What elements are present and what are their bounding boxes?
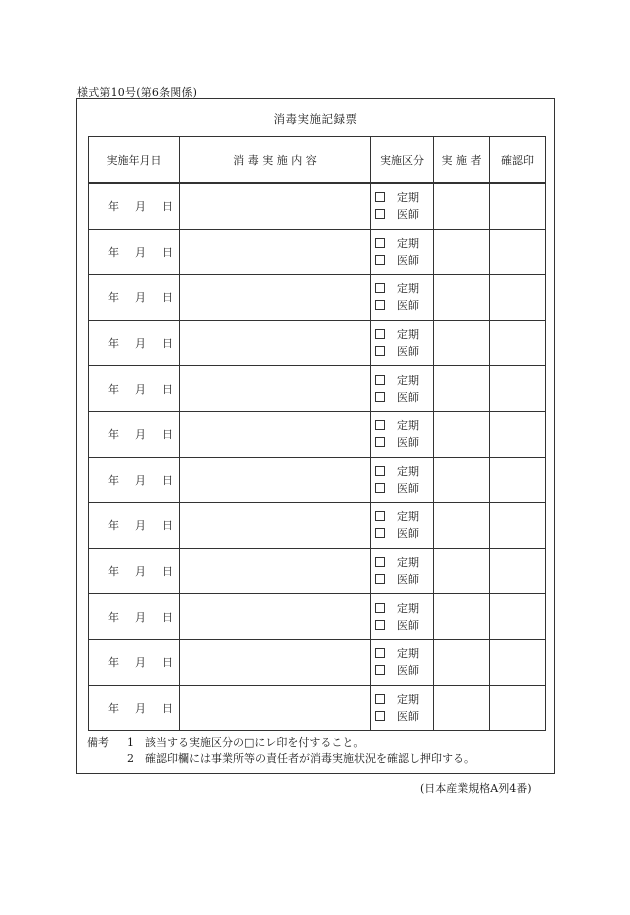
table-row	[89, 457, 546, 503]
day-label: 日	[162, 701, 173, 715]
category-cell	[371, 457, 434, 503]
periodic-label: 定期	[397, 464, 419, 478]
month-label: 月	[135, 428, 146, 442]
periodic-label: 定期	[397, 510, 419, 524]
executor-cell[interactable]	[434, 639, 490, 685]
executor-cell[interactable]	[434, 457, 490, 503]
executor-cell[interactable]	[434, 685, 490, 731]
seal-cell[interactable]	[490, 320, 546, 366]
remark-text: 確認印欄には事業所等の責任者が消毒実施状況を確認し押印する。	[145, 752, 475, 765]
year-label: 年	[108, 701, 119, 715]
seal-cell[interactable]	[490, 685, 546, 731]
table-body	[89, 183, 546, 731]
doctor-label: 医師	[397, 527, 419, 541]
month-label: 月	[135, 200, 146, 214]
content-cell[interactable]	[180, 411, 371, 457]
content-cell[interactable]	[180, 457, 371, 503]
seal-cell[interactable]	[490, 639, 546, 685]
doctor-checkbox[interactable]	[375, 483, 385, 493]
seal-cell[interactable]	[490, 457, 546, 503]
category-cell	[371, 275, 434, 321]
document-title: 消毒実施記録票	[273, 112, 358, 126]
day-label: 日	[162, 291, 173, 305]
date-cell[interactable]	[89, 366, 180, 412]
form-number-label: 様式第10号(第6条関係)	[77, 86, 198, 99]
periodic-checkbox[interactable]	[375, 238, 385, 248]
day-label: 日	[162, 382, 173, 396]
doctor-checkbox[interactable]	[375, 392, 385, 402]
date-cell[interactable]	[89, 229, 180, 275]
content-cell[interactable]	[180, 320, 371, 366]
table-row	[89, 548, 546, 594]
doctor-checkbox[interactable]	[375, 528, 385, 538]
table-row	[89, 275, 546, 321]
content-cell[interactable]	[180, 503, 371, 549]
periodic-checkbox[interactable]	[375, 603, 385, 613]
seal-cell[interactable]	[490, 411, 546, 457]
executor-cell[interactable]	[434, 503, 490, 549]
date-cell[interactable]	[89, 594, 180, 640]
doctor-label: 医師	[397, 481, 419, 495]
date-cell[interactable]	[89, 275, 180, 321]
table-row	[89, 183, 546, 229]
year-label: 年	[108, 656, 119, 670]
year-label: 年	[108, 473, 119, 487]
header-content: 消 毒 実 施 内 容	[180, 137, 371, 184]
executor-cell[interactable]	[434, 411, 490, 457]
doctor-label: 医師	[397, 618, 419, 632]
periodic-checkbox[interactable]	[375, 694, 385, 704]
header-date: 実施年月日	[89, 137, 180, 184]
year-label: 年	[108, 382, 119, 396]
seal-cell[interactable]	[490, 229, 546, 275]
day-label: 日	[162, 473, 173, 487]
periodic-checkbox[interactable]	[375, 648, 385, 658]
day-label: 日	[162, 565, 173, 579]
doctor-checkbox[interactable]	[375, 346, 385, 356]
periodic-checkbox[interactable]	[375, 192, 385, 202]
periodic-label: 定期	[397, 556, 419, 570]
periodic-label: 定期	[397, 419, 419, 433]
month-label: 月	[135, 473, 146, 487]
month-label: 月	[135, 337, 146, 351]
header-seal: 確認印	[490, 137, 546, 184]
table-row	[89, 639, 546, 685]
executor-cell[interactable]	[434, 229, 490, 275]
remarks-section	[87, 735, 475, 767]
table-row	[89, 594, 546, 640]
year-label: 年	[108, 519, 119, 533]
table-row	[89, 411, 546, 457]
doctor-label: 医師	[397, 664, 419, 678]
month-label: 月	[135, 610, 146, 624]
doctor-label: 医師	[397, 253, 419, 267]
month-label: 月	[135, 245, 146, 259]
doctor-label: 医師	[397, 299, 419, 313]
day-label: 日	[162, 656, 173, 670]
doctor-label: 医師	[397, 436, 419, 450]
day-label: 日	[162, 245, 173, 259]
content-cell[interactable]	[180, 183, 371, 229]
doctor-checkbox[interactable]	[375, 255, 385, 265]
table-row	[89, 320, 546, 366]
category-cell	[371, 229, 434, 275]
periodic-checkbox[interactable]	[375, 511, 385, 521]
doctor-label: 医師	[397, 573, 419, 587]
category-cell	[371, 639, 434, 685]
year-label: 年	[108, 200, 119, 214]
periodic-label: 定期	[397, 373, 419, 387]
table-row	[89, 229, 546, 275]
executor-cell[interactable]	[434, 320, 490, 366]
seal-cell[interactable]	[490, 503, 546, 549]
doctor-checkbox[interactable]	[375, 437, 385, 447]
remark-item	[87, 751, 475, 767]
executor-cell[interactable]	[434, 275, 490, 321]
table-row	[89, 503, 546, 549]
form-frame	[76, 98, 555, 774]
category-cell	[371, 594, 434, 640]
seal-cell[interactable]	[490, 183, 546, 229]
doctor-label: 医師	[397, 208, 419, 222]
year-label: 年	[108, 291, 119, 305]
category-cell	[371, 320, 434, 366]
category-cell	[371, 548, 434, 594]
periodic-checkbox[interactable]	[375, 557, 385, 567]
periodic-label: 定期	[397, 601, 419, 615]
date-cell[interactable]	[89, 320, 180, 366]
year-label: 年	[108, 337, 119, 351]
day-label: 日	[162, 428, 173, 442]
periodic-label: 定期	[397, 647, 419, 661]
periodic-checkbox[interactable]	[375, 329, 385, 339]
year-label: 年	[108, 428, 119, 442]
doctor-checkbox[interactable]	[375, 620, 385, 630]
doctor-checkbox[interactable]	[375, 711, 385, 721]
executor-cell[interactable]	[434, 183, 490, 229]
year-label: 年	[108, 610, 119, 624]
seal-cell[interactable]	[490, 366, 546, 412]
executor-cell[interactable]	[434, 594, 490, 640]
date-cell[interactable]	[89, 457, 180, 503]
table-header-row	[89, 137, 546, 184]
doctor-label: 医師	[397, 345, 419, 359]
periodic-checkbox[interactable]	[375, 375, 385, 385]
table-row	[89, 366, 546, 412]
doctor-checkbox[interactable]	[375, 209, 385, 219]
doctor-label: 医師	[397, 390, 419, 404]
year-label: 年	[108, 245, 119, 259]
month-label: 月	[135, 565, 146, 579]
content-cell[interactable]	[180, 366, 371, 412]
remark-text: 該当する実施区分の□にレ印を付すること。	[145, 736, 365, 749]
year-label: 年	[108, 565, 119, 579]
content-cell[interactable]	[180, 275, 371, 321]
header-executor: 実 施 者	[434, 137, 490, 184]
month-label: 月	[135, 656, 146, 670]
category-cell	[371, 503, 434, 549]
periodic-checkbox[interactable]	[375, 466, 385, 476]
month-label: 月	[135, 701, 146, 715]
content-cell[interactable]	[180, 685, 371, 731]
content-cell[interactable]	[180, 594, 371, 640]
month-label: 月	[135, 291, 146, 305]
category-cell	[371, 183, 434, 229]
category-cell	[371, 366, 434, 412]
seal-cell[interactable]	[490, 275, 546, 321]
date-cell[interactable]	[89, 639, 180, 685]
content-cell[interactable]	[180, 639, 371, 685]
category-cell	[371, 685, 434, 731]
remarks-heading: 備考	[87, 736, 109, 749]
periodic-label: 定期	[397, 692, 419, 706]
paper-standard-note: (日本産業規格A列4番)	[420, 782, 532, 795]
day-label: 日	[162, 200, 173, 214]
remark-item	[87, 735, 475, 751]
disinfection-record-table	[88, 136, 546, 731]
date-cell[interactable]	[89, 503, 180, 549]
doctor-checkbox[interactable]	[375, 300, 385, 310]
header-category: 実施区分	[371, 137, 434, 184]
month-label: 月	[135, 519, 146, 533]
executor-cell[interactable]	[434, 366, 490, 412]
doctor-checkbox[interactable]	[375, 665, 385, 675]
day-label: 日	[162, 610, 173, 624]
periodic-label: 定期	[397, 236, 419, 250]
periodic-label: 定期	[397, 328, 419, 342]
periodic-label: 定期	[397, 191, 419, 205]
category-cell	[371, 411, 434, 457]
month-label: 月	[135, 382, 146, 396]
day-label: 日	[162, 519, 173, 533]
date-cell[interactable]	[89, 411, 180, 457]
remark-number: 2	[127, 752, 134, 765]
date-cell[interactable]	[89, 685, 180, 731]
seal-cell[interactable]	[490, 548, 546, 594]
doctor-label: 医師	[397, 709, 419, 723]
content-cell[interactable]	[180, 548, 371, 594]
content-cell[interactable]	[180, 229, 371, 275]
doctor-checkbox[interactable]	[375, 574, 385, 584]
periodic-label: 定期	[397, 282, 419, 296]
periodic-checkbox[interactable]	[375, 420, 385, 430]
executor-cell[interactable]	[434, 548, 490, 594]
seal-cell[interactable]	[490, 594, 546, 640]
date-cell[interactable]	[89, 183, 180, 229]
remark-number: 1	[127, 736, 134, 749]
date-cell[interactable]	[89, 548, 180, 594]
day-label: 日	[162, 337, 173, 351]
periodic-checkbox[interactable]	[375, 283, 385, 293]
table-row	[89, 685, 546, 731]
